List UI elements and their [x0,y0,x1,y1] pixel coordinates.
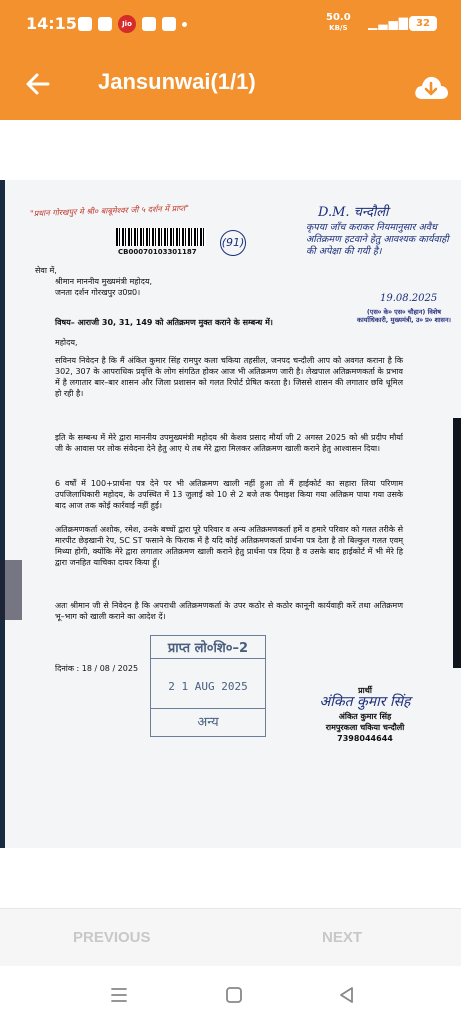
previous-button[interactable]: PREVIOUS [73,929,151,946]
handwritten-note: कृपया जाँच कराकर नियमानुसार अवैध अतिक्रमण हटवाने हेतु आवश्यक कार्यवाही की अपेक्षा की गयी है। [306,222,449,257]
receipt-stamp-date: 2 1 AUG 2025 [168,680,248,693]
message-notification-icon [98,17,112,31]
applicant-phone: 7398044644 [337,734,393,743]
scan-shadow [0,560,22,620]
pagination-bar [0,908,461,967]
addressee-line-2: जनता दर्शन गोरखपुर उ0प्र0। [55,288,141,297]
signal-icon: ▁▃▅▇ [368,16,409,30]
app2-notification-icon [162,17,176,31]
system-navigation-bar [0,966,461,1024]
app-notification-icon [78,17,92,31]
greeting: महोदय, [55,338,78,347]
circled-number: (91) [220,230,246,256]
applicant-signature: अंकित कुमार सिंह [319,694,411,710]
receipt-stamp-footer: अन्य [151,708,265,730]
subject-line: विषय– आराजी 30, 31, 149 को अतिक्रमण मुक्त कराने के सम्बन्ध में। [55,318,273,327]
date-line: दिनांक : 18 / 08 / 2025 [55,664,139,673]
applicant-signature-block [300,685,430,744]
battery-icon: 32 [409,16,437,31]
paragraph-5: अतः श्रीमान जी से निवेदन है कि अपराधी अतिक्रमणकर्ता के उपर कठोर से कठोर कानूनी कार्यवाही करें तथा अतिक्रमण भू–भाग को खाली कराने का आदेश दें। [55,601,403,621]
notification-icons [78,15,187,33]
status-bar [0,0,461,50]
app-bar [0,50,461,120]
page-title: Jansunwai(1/1) [98,69,256,94]
jio-icon: Jio [118,15,136,33]
home-square-icon[interactable] [223,985,245,1005]
address-block [35,265,255,298]
addressee-line-1: श्रीमान माननीय मुख्यमंत्री महोदय, [55,277,153,286]
more-notifications-dot-icon [182,22,187,27]
paragraph-1: सविनय निवेदन है कि मैं अंकित कुमार सिंह रामपुर कला चकिया तहसील, जनपद चन्दौली आप को अवगत कराना है कि 302, 307 के आपराधिक प्रवृत्ति के लोग संगठित होकर आज भी अतिक्रमण जारी है। लेखपाल अतिक्रमणकर्ता के प्रभाव में है लगातार बार–बार शासन और जिला प्रशासन को गलत रिपोर्ट प्रेषित करता है। जिससे शासन की लगातार छवि धूमिल हो रही है। [55,356,403,398]
paragraph-4: अतिक्रमणकर्ता अशोक, रमेश, उनके बच्चों द्वारा पूरे परिवार व अन्य अतिक्रमणकर्ता हमें व हमारे परिवार को गलत तरीके से मारपीट छेड़खानी रेप, SC ST फसाने के फिराक में है यदि कोई अतिक्रमणकर्ता प्रार्थना पत्र देता है तो बिल्कुल गलत एवम् मिथ्या होगी, क्योंकि मेरे द्वारा लगातार अतिक्रमण खाली कराने हेतु प्रार्थना पत्र दिया है व उसके बाद हाईकोर्ट में भी मेरे हि द्वारा जनहित याचिका दायर किया हूँ। [55,525,403,567]
network-speed-value: 50.0 [326,12,351,23]
next-button[interactable]: NEXT [322,929,363,946]
barcode-number: CB00070103301187 [118,248,197,256]
salutation: सेवा में, [35,266,57,275]
status-time: 14:15 [26,14,77,33]
handwritten-dm: D.M. चन्दौली [318,205,389,220]
paragraph-2: इति के सम्बन्ध में मेरे द्वारा माननीय उपमुख्यमंत्री महोदय श्री केशव प्रसाद मौर्या जी 2 अगस्त 2025 को श्री प्रदीप मौर्या जी के आवास पर लोक संवेदना देने हेतु आए थे तब मेरे द्वारा मिलकर अतिक्रमण खाली कराने हेतु आश्वासन दिया। [55,433,403,453]
scan-edge-left [0,180,5,848]
document-viewer[interactable] [0,120,461,910]
network-speed-unit: KB/S [329,24,348,32]
receipt-stamp-title: प्राप्त लो०शि०–2 [151,638,265,659]
paragraph-3: 6 वर्षों में 100+प्रार्थना पत्र देने पर भी अतिक्रमण खाली नहीं हुआ तो मैं हाईकोर्ट का सहारा लिया परिणाम उपजिलाधिकारी महोदय, के उपस्थित में 13 जुलाई को 10 से 2 बजे तक पैमाइश किया गया अतिक्रम पाया गया उसके बाद आज तक कोई कार्रवाई नहीं हुई। [55,479,403,510]
network-speed [326,13,351,33]
top-red-stamp: "प्रधान गोरखपुर मे श्री० बाबूमेश्वर जी ५ दर्शन में प्राप्त" [29,203,190,219]
handwritten-date: 19.08.2025 [380,293,438,304]
receipt-stamp [150,635,266,737]
menu-icon[interactable] [108,985,130,1005]
barcode-icon [116,228,206,246]
arrow-left-icon[interactable] [22,68,54,100]
back-triangle-icon[interactable] [336,985,358,1005]
applicant-address: रामपुरकला चकिया चन्दौली [325,723,405,732]
cloud-download-icon[interactable] [413,73,449,103]
applicant-label: प्रार्थी [358,686,372,695]
gallery-notification-icon [142,17,156,31]
scanned-document [0,180,461,848]
applicant-name: अंकित कुमार सिंह [338,712,392,721]
officer-stamp: (एस० के० एस० चौहान) विशेष कार्याधिकारी, मुख्यमंत्री, उ० प्र० शासन। [356,308,452,324]
scan-edge-right [453,418,461,668]
